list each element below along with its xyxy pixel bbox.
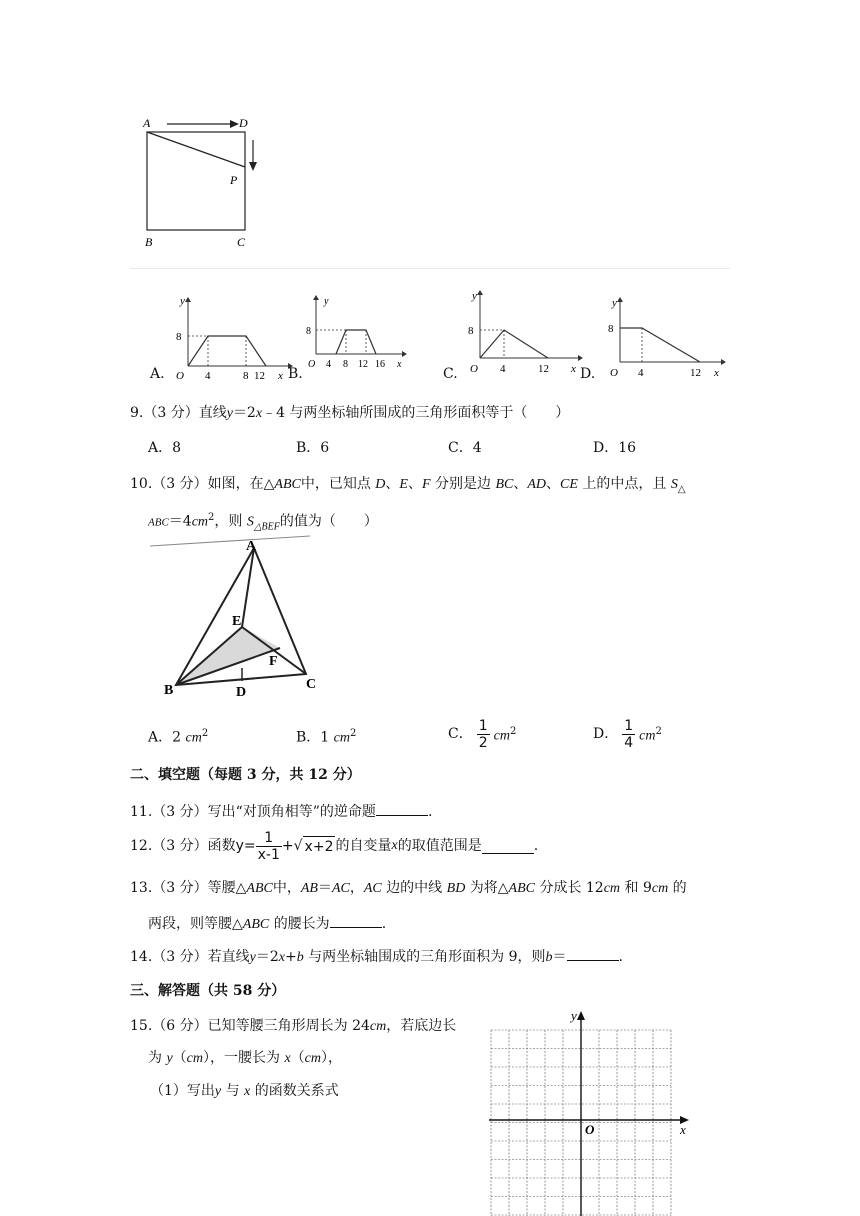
option-letter: C． — [448, 726, 473, 742]
q13-ab: AB — [300, 881, 318, 896]
q9-var-x: x — [255, 406, 263, 421]
q13-text: 为将△ — [469, 880, 509, 896]
q8-option-a-graph — [168, 292, 293, 382]
fig-label-A: A — [246, 539, 257, 554]
q10-text: 分别是边 — [435, 476, 491, 492]
q10-number: 10. — [130, 476, 153, 492]
q10-tri: △ — [677, 483, 686, 495]
fig-label-C: C — [306, 677, 317, 692]
denominator: 4 — [624, 734, 634, 751]
y-label: y — [612, 297, 617, 309]
sq: 2 — [655, 725, 662, 737]
q9-stem — [130, 403, 569, 424]
q11 — [130, 801, 432, 822]
numerator: 1 — [478, 717, 488, 734]
q14-answer-blank[interactable] — [567, 946, 619, 961]
q15-text: （ — [290, 1050, 305, 1066]
sqrt-icon: √ — [293, 838, 303, 854]
numerator: 1 — [256, 830, 282, 847]
q12 — [130, 828, 538, 864]
q14-number: 14. — [130, 949, 153, 965]
x-tick-4: 4 — [500, 363, 506, 375]
q10-text: 中，已知点 — [300, 476, 371, 492]
x-label: x — [714, 367, 719, 379]
q14-end: . — [618, 949, 623, 965]
q13-line1 — [130, 878, 687, 899]
q15-text: （ — [172, 1050, 187, 1066]
q10-text: 的值为（ ） — [279, 513, 378, 530]
q15-cm: cm — [369, 1019, 387, 1034]
q14-var-y: y — [249, 950, 256, 965]
q10-option-b[interactable] — [296, 724, 356, 749]
sq: 2 — [509, 725, 517, 737]
q10-option-c[interactable] — [448, 714, 516, 754]
origin-label: O — [610, 367, 618, 379]
option-letter: A．2 — [148, 729, 182, 746]
q10-bef: △BEF — [253, 521, 280, 533]
q15-var-x: x — [244, 1084, 251, 1099]
q9-var-y: y — [226, 406, 233, 421]
fraction — [477, 718, 490, 751]
q12-text: 的取值范围是 — [397, 838, 482, 854]
label-D: D — [239, 116, 248, 130]
fig-label-F: F — [269, 654, 278, 669]
y-tick-8: 8 — [176, 331, 182, 343]
sq: 2 — [201, 728, 209, 739]
q14-text: 与两坐标轴围成的三角形面积为 9，则 — [308, 949, 546, 965]
fraction — [622, 718, 635, 751]
q15-cm: cm — [186, 1051, 203, 1066]
y-tick-8: 8 — [608, 323, 614, 335]
section-2-heading: 二、填空题（每题 3 分，共 12 分） — [130, 767, 361, 783]
q8-option-c-graph — [458, 285, 588, 380]
q15-text: 的函数关系式 — [254, 1083, 339, 1099]
q15-line1 — [130, 1016, 456, 1037]
q10-sq: 2 — [208, 512, 215, 523]
unit: cm — [493, 728, 510, 744]
unit: cm — [185, 730, 202, 746]
q12-text: （3 分）函数 — [152, 838, 236, 854]
q8-option-d-graph — [596, 292, 731, 382]
x-tick-4: 4 — [638, 367, 644, 379]
q13-ac: AC — [363, 881, 382, 896]
q13-bd: BD — [446, 881, 466, 896]
q10-s: S — [670, 477, 678, 492]
label-P: P — [230, 173, 238, 187]
sq: 2 — [349, 728, 357, 739]
q13-ac: AC — [331, 881, 350, 896]
q13-text: （3 分）等腰△ — [152, 880, 247, 896]
q14-var-b: b — [296, 950, 304, 965]
q8-option-d-letter: D. — [580, 366, 596, 382]
y-tick-8: 8 — [468, 325, 474, 337]
q15-number: 15. — [130, 1018, 153, 1034]
label-B: B — [145, 235, 153, 249]
numerator: 1 — [624, 717, 634, 734]
x-tick-4: 4 — [326, 359, 331, 370]
q15-cm: cm — [304, 1051, 321, 1066]
q12-var-x: x — [391, 838, 398, 853]
q13-abc: ABC — [242, 917, 270, 932]
square-figure — [135, 110, 275, 255]
q14-text: ＝ — [552, 949, 567, 965]
denominator: 2 — [478, 734, 488, 751]
q15-var-x: x — [284, 1051, 291, 1066]
q14-var-x: x — [278, 950, 285, 965]
y-tick-8: 8 — [306, 326, 311, 337]
q12-end: . — [533, 838, 539, 854]
q8-option-c-letter: C. — [443, 366, 458, 382]
q11-end: . — [427, 804, 433, 820]
q11-text: （3 分）写出“对顶角相等”的逆命题 — [152, 804, 376, 820]
q14-text: （3 分）若直线 — [152, 949, 250, 965]
q13-text: ， — [349, 880, 364, 896]
q13-text: 的 — [672, 880, 687, 896]
unit: cm — [639, 728, 656, 744]
x-tick-12: 12 — [690, 367, 701, 379]
q13-text: 边的中线 — [386, 880, 443, 896]
grid-origin-label: O — [585, 1122, 595, 1137]
q13-text: 中， — [272, 880, 301, 896]
q14 — [130, 946, 623, 968]
origin-label: O — [308, 359, 316, 370]
q13-text: 的腰长为 — [273, 916, 330, 932]
label-C: C — [237, 235, 246, 249]
x-tick-16: 16 — [375, 359, 385, 370]
q15-line2 — [148, 1048, 342, 1069]
x-tick-8: 8 — [343, 359, 348, 370]
y-label: y — [472, 290, 477, 302]
q13-text: 和 9 — [624, 880, 652, 896]
separator-line — [130, 268, 730, 269]
q10-option-a[interactable] — [148, 724, 208, 749]
q9-number: 9. — [130, 405, 144, 421]
q11-answer-blank[interactable] — [376, 801, 428, 816]
q10-text: ，则 — [214, 513, 243, 530]
q13-end: . — [381, 916, 387, 932]
q12-number: 12. — [130, 838, 153, 854]
x-tick-4: 4 — [205, 370, 211, 382]
q12-radicand: x+2 — [303, 836, 336, 857]
q10-d: D — [375, 477, 386, 492]
q10-cm: cm — [191, 514, 209, 530]
q10-ad: AD — [527, 477, 547, 492]
q9-text-c: ﹣4 与两坐标轴所围成的三角形面积等于（ ） — [262, 405, 570, 421]
q14-text: ＝2 — [255, 949, 279, 965]
q10-e: E — [399, 477, 408, 492]
x-label: x — [571, 363, 576, 375]
q8-option-b-letter: B. — [288, 366, 303, 382]
grid-x-label: x — [680, 1122, 686, 1137]
q12-plus: + — [281, 838, 294, 854]
origin-label: O — [176, 370, 184, 382]
q13-cm: cm — [651, 881, 669, 896]
x-tick-12: 12 — [538, 363, 549, 375]
y-label: y — [324, 296, 329, 307]
q12-text: 的自变量 — [335, 838, 392, 854]
x-label: x — [397, 359, 402, 370]
x-tick-8: 8 — [243, 370, 249, 382]
q10-abc-sub: ABC — [148, 516, 169, 529]
q13-abc: ABC — [508, 881, 535, 896]
q9-text-a: （3 分）直线 — [143, 405, 227, 421]
q15-coordinate-grid — [484, 1008, 694, 1216]
q15-text: ）， — [321, 1050, 342, 1066]
q8-option-a-letter: A. — [150, 366, 165, 382]
q10-text: ＝4 — [168, 513, 192, 530]
q15-text: （1）写出 — [150, 1083, 215, 1099]
x-tick-12: 12 — [358, 359, 368, 370]
q12-answer-blank[interactable] — [482, 839, 534, 854]
fig-label-D: D — [236, 685, 247, 700]
q8-option-b-graph — [302, 292, 412, 372]
y-label: y — [180, 295, 185, 307]
fig-label-B: B — [164, 683, 174, 698]
q10-abc: ABC — [274, 477, 301, 492]
grid-y-label: y — [571, 1008, 577, 1023]
q15-var-y: y — [166, 1051, 173, 1066]
q10-triangle-figure — [150, 532, 325, 702]
q15-part1 — [150, 1081, 339, 1102]
x-tick-12: 12 — [254, 370, 265, 382]
option-letter: D． — [593, 726, 619, 742]
q14-plus: + — [284, 949, 297, 965]
q13-number: 13. — [130, 880, 153, 896]
origin-label: O — [470, 363, 478, 375]
q11-number: 11. — [130, 804, 153, 820]
x-label: x — [278, 370, 283, 382]
q10-f: F — [421, 477, 431, 492]
q13-text: 两段，则等腰△ — [148, 916, 243, 932]
q10-option-d[interactable] — [593, 714, 662, 754]
q9-option-a[interactable]: A．8 — [148, 440, 182, 456]
section-3-heading: 三、解答题（共 58 分） — [130, 983, 286, 999]
label-A: A — [143, 116, 151, 130]
q13-line2 — [148, 913, 386, 935]
q13-cm: cm — [603, 881, 621, 896]
q12-fraction — [256, 830, 282, 863]
q13-abc: ABC — [246, 881, 273, 896]
q12-y-eq: y= — [235, 838, 256, 854]
q15-text: 与 — [225, 1083, 240, 1099]
q15-text: ，若底边长 — [386, 1018, 457, 1034]
q15-var-y: y — [214, 1084, 222, 1099]
q15-text: ），一腰长为 — [203, 1050, 280, 1066]
q13-eq: ＝ — [317, 880, 332, 896]
q9-text-b: ＝2 — [232, 405, 256, 421]
q10-stem-line1: 10.（3 分）如图，在△ABC中，已知点 D、E、F 分别是边 BC、AD、CE 上的中点，且 $S_\triangle$ — [130, 476, 686, 495]
option-letter: B．1 — [296, 729, 330, 746]
q9-option-d[interactable]: D．16 — [593, 440, 637, 456]
q10-text: （3 分）如图，在△ — [152, 476, 275, 492]
q13-text: 分成长 12 — [539, 880, 604, 896]
q10-bc: BC — [495, 477, 514, 492]
q10-ce: CE — [560, 477, 578, 492]
denominator: x-1 — [257, 846, 280, 863]
q15-text: （6 分）已知等腰三角形周长为 24 — [152, 1018, 370, 1034]
q14-var-b: b — [545, 950, 553, 965]
fig-label-E: E — [232, 614, 242, 629]
q9-option-c[interactable]: C．4 — [448, 440, 482, 456]
unit: cm — [333, 730, 350, 746]
q15-text: 为 — [148, 1050, 162, 1066]
q9-option-b[interactable]: B．6 — [296, 440, 330, 456]
q10-s: S — [246, 514, 254, 530]
q10-text: 上的中点，且 — [582, 476, 667, 492]
q13-answer-blank[interactable] — [330, 913, 382, 928]
